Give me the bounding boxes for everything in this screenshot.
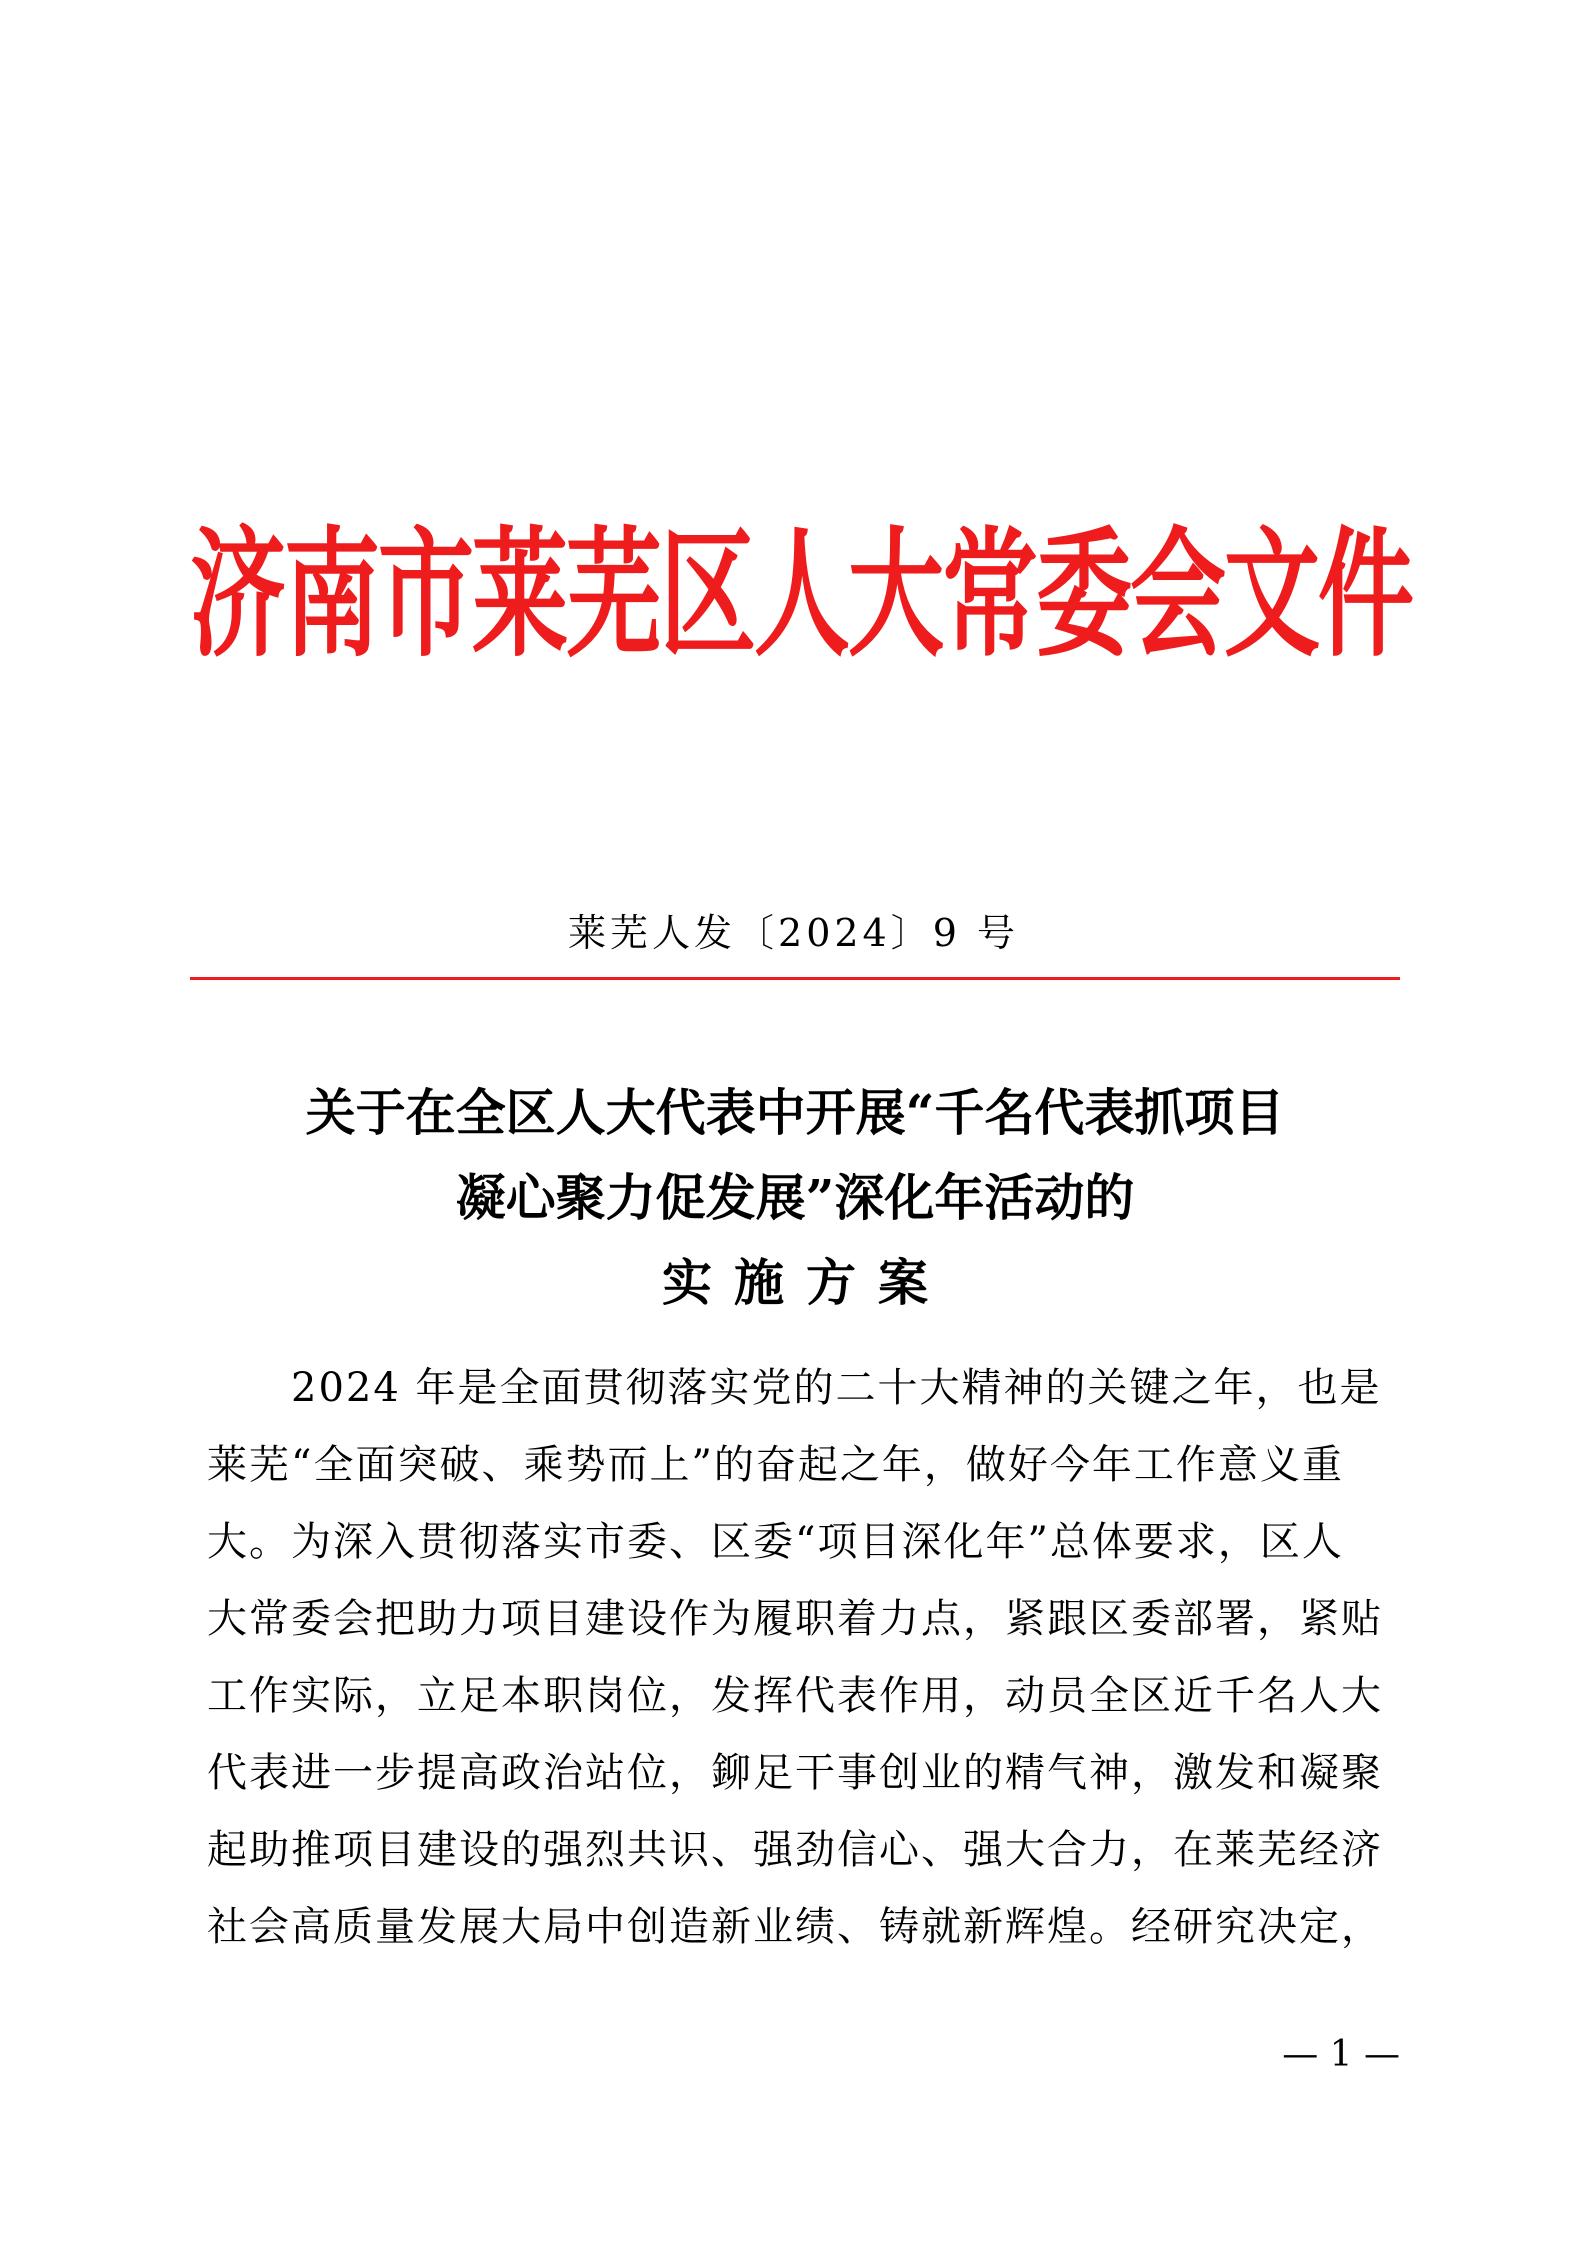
body-line: 起助推项目建设的强烈共识、强劲信心、强大合力，在莱芜经济 bbox=[207, 1827, 1383, 1873]
document-number: 莱芜人发〔2024〕9 号 bbox=[568, 911, 1019, 955]
title-line-2: 凝心聚力促发展”深化年活动的 bbox=[455, 1168, 1135, 1227]
title-line-3: 实施方案 bbox=[662, 1253, 950, 1312]
masthead-title: 济南市莱芜区人大常委会文件 bbox=[190, 512, 1412, 677]
body-line: 2024 年是全面贯彻落实党的二十大精神的关键之年，也是 bbox=[207, 1365, 1382, 1411]
body-line: 工作实际，立足本职岗位，发挥代表作用，动员全区近千名人大 bbox=[207, 1673, 1383, 1719]
body-line: 莱芜“全面突破、乘势而上”的奋起之年，做好今年工作意义重 bbox=[207, 1442, 1344, 1488]
body-paragraph bbox=[207, 1350, 1387, 1966]
body-line: 社会高质量发展大局中创造新业绩、铸就新辉煌。经研究决定， bbox=[207, 1904, 1383, 1950]
red-divider-line bbox=[190, 977, 1400, 980]
body-line: 大常委会把助力项目建设作为履职着力点，紧跟区委部署，紧贴 bbox=[207, 1596, 1383, 1642]
document-title bbox=[190, 1070, 1400, 1325]
title-line-1: 关于在全区人大代表中开展“千名代表抓项目 bbox=[305, 1083, 1285, 1142]
body-line: 代表进一步提高政治站位，鉚足干事创业的精气神，激发和凝聚 bbox=[207, 1750, 1383, 1796]
page-number: — 1 — bbox=[1282, 2034, 1400, 2075]
body-line: 大。为深入贯彻落实市委、区委“项目深化年”总体要求，区人 bbox=[207, 1519, 1344, 1565]
